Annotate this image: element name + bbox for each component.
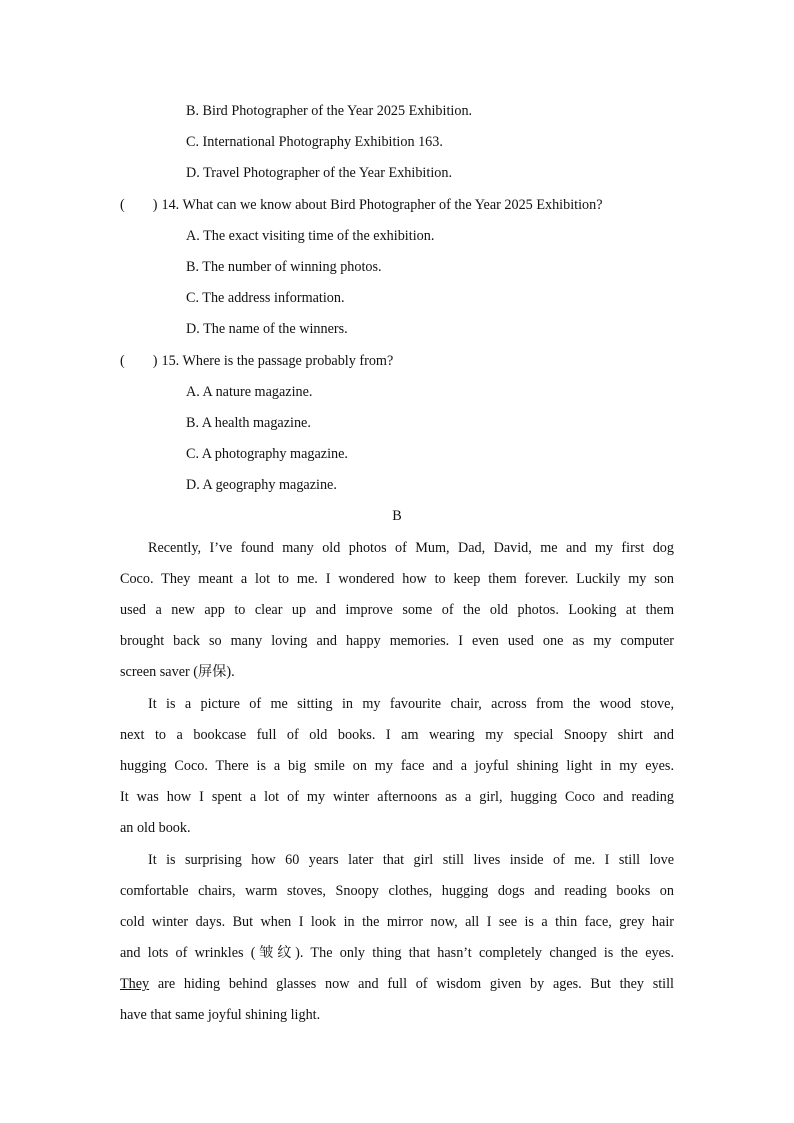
paragraph-2-line: an old book.: [120, 820, 191, 837]
q14-option-c: C. The address information.: [186, 290, 345, 307]
question-15-text: 15. Where is the passage probably from?: [161, 352, 394, 369]
paragraph-1-line: used a new app to clear up and improve some of the old photos. Looking at them: [120, 602, 674, 618]
paragraph-3-line: cold winter days. But when I look in the mirror now, all I see is a thin face, grey hair: [120, 913, 674, 930]
paragraph-3-line-rest: are hiding behind glasses now and full of wisdom given by ages. But they still: [149, 976, 674, 993]
underlined-word: They: [120, 976, 150, 993]
answer-paren-close: ): [152, 196, 158, 213]
q14-option-b: B. The number of winning photos.: [186, 258, 382, 275]
q13-option-c: C. International Photography Exhibition 163.: [186, 134, 443, 151]
page-content: [120, 101, 674, 1037]
answer-paren-open: (: [120, 352, 125, 369]
q15-option-c: C. A photography magazine.: [186, 446, 348, 463]
paragraph-2-line: next to a bookcase full of old books. I am wearing my special Snoopy shirt and: [120, 726, 674, 743]
paragraph-2-line: hugging Coco. There is a big smile on my face and a joyful shining light in my eyes.: [120, 757, 674, 774]
section-title: B: [392, 508, 402, 525]
q13-option-b: B. Bird Photographer of the Year 2025 Exhibition.: [186, 103, 473, 119]
paragraph-1-line: Recently, I’ve found many old photos of Mum, Dad, David, me and my first dog: [148, 539, 674, 556]
q15-option-a: A. A nature magazine.: [186, 383, 313, 400]
question-15: [120, 351, 674, 382]
paragraph-3-line: and lots of wrinkles (皱纹). The only thing that hasn’t completely changed is the eyes.: [120, 945, 674, 962]
q13-option-d: D. Travel Photographer of the Year Exhibition.: [186, 165, 452, 182]
q15-option-b: B. A health magazine.: [186, 414, 311, 431]
paragraph-1-line: brought back so many loving and happy memories. I even used one as my computer: [120, 633, 674, 650]
q14-option-d: D. The name of the winners.: [186, 321, 348, 338]
answer-paren-close: ): [152, 352, 158, 369]
paragraph-1-line: Coco. They meant a lot to me. I wondered how to keep them forever. Luckily my son: [120, 570, 674, 587]
paragraph-3-line: It is surprising how 60 years later that girl still lives inside of me. I still love: [148, 851, 674, 868]
paragraph-3-line: have that same joyful shining light.: [120, 1007, 321, 1024]
q15-option-d: D. A geography magazine.: [186, 477, 337, 494]
paragraph-2-line: It was how I spent a lot of my winter afternoons as a girl, hugging Coco and reading: [120, 789, 674, 806]
question-14-text: 14. What can we know about Bird Photographer of the Year 2025 Exhibition?: [161, 196, 603, 213]
paragraph-2-line: It is a picture of me sitting in my favourite chair, across from the wood stove,: [148, 695, 674, 712]
paragraph-3-line: [120, 974, 674, 1005]
q14-option-a: A. The exact visiting time of the exhibition.: [186, 227, 435, 244]
paragraph-3-line: comfortable chairs, warm stoves, Snoopy clothes, hugging dogs and reading books on: [120, 882, 674, 899]
question-14: [120, 195, 674, 226]
answer-paren-open: (: [120, 196, 125, 213]
paragraph-1-line: screen saver (屏保).: [120, 664, 235, 681]
